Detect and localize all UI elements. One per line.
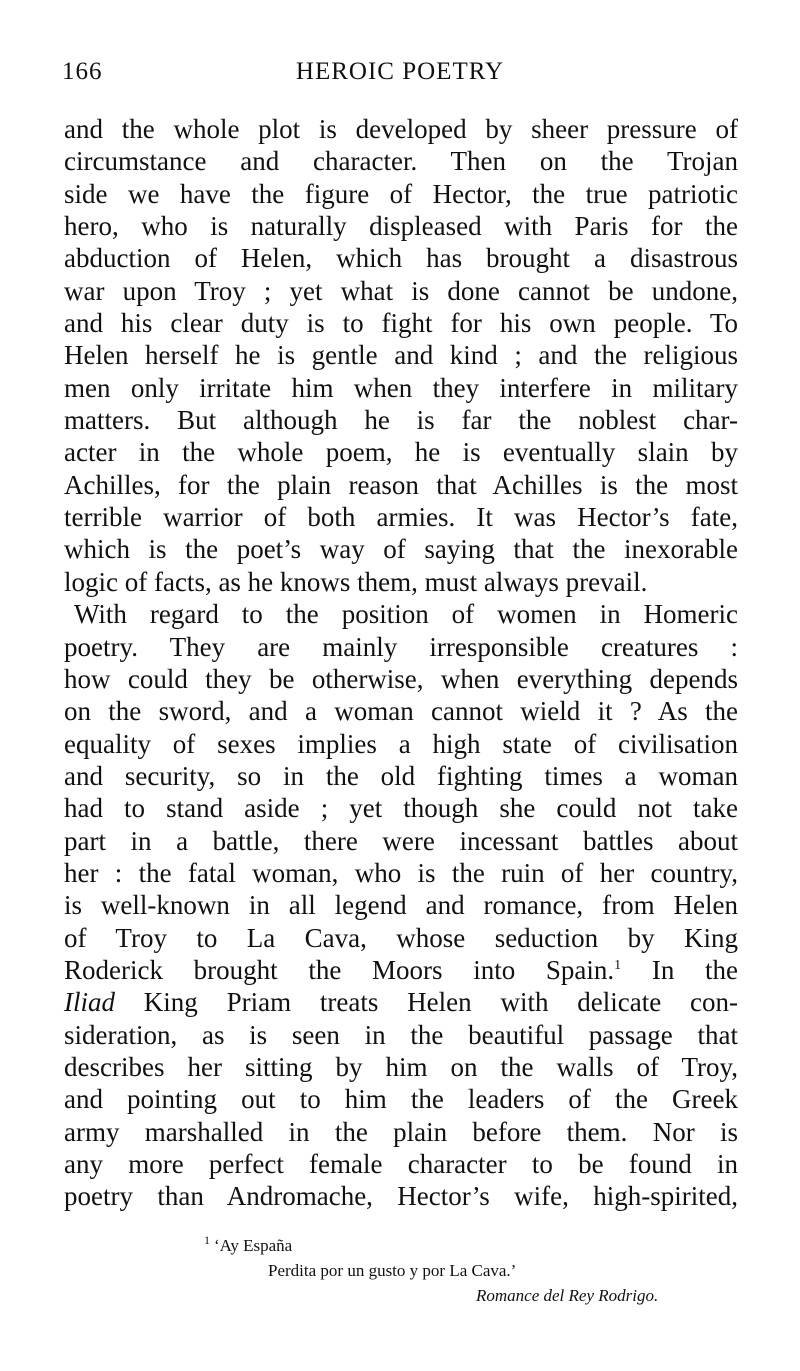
footnote-line-2: Perdita por un gusto y por La Cava.’ <box>268 1261 517 1280</box>
text-line: which is the poet’s way of saying that the inexorable <box>64 534 738 565</box>
footnote-marker: 1 <box>204 1233 210 1248</box>
text-line: poetry than Andromache, Hector’s wife, high-spirited, <box>64 1181 738 1212</box>
text-line: side we have the figure of Hector, the true patriotic <box>64 178 738 209</box>
text-line: Achilles, for the plain reason that Achilles is the most <box>64 469 738 500</box>
footnote-attribution: Romance del Rey Rodrigo. <box>476 1286 659 1305</box>
text-line-with-italic-title <box>64 986 738 1018</box>
page-header <box>62 58 738 92</box>
text-line-with-footnote-ref <box>64 954 738 986</box>
text-line: terrible warrior of both armies. It was Hector’s fate, <box>64 502 738 533</box>
text-line: abduction of Helen, which has brought a disastrous <box>64 243 738 274</box>
text-line: of Troy to La Cava, whose seduction by King <box>64 922 738 953</box>
line-text-tail: In the <box>621 954 738 985</box>
body-text <box>64 113 738 1213</box>
text-line: any more perfect female character to be found in <box>64 1149 738 1179</box>
text-line: and the whole plot is developed by sheer pressure of <box>64 114 738 144</box>
text-line: and security, so in the old fighting times a woman <box>64 760 738 791</box>
text-line: war upon Troy ; yet what is done cannot be undone, <box>64 275 738 306</box>
text-line: acter in the whole poem, he is eventually slain by <box>64 437 738 468</box>
text-line: With regard to the position of women in Homeric <box>74 599 738 630</box>
text-line: part in a battle, there were incessant battles about <box>64 825 738 856</box>
page-number: 166 <box>62 58 103 85</box>
text-line: men only irritate him when they interfere in military <box>64 372 738 403</box>
text-line: and his clear duty is to fight for his own people. To <box>64 308 738 339</box>
running-title: HEROIC POETRY <box>295 58 505 85</box>
italic-title: Iliad <box>64 987 115 1018</box>
text-line: her : the fatal woman, who is the ruin of her country, <box>64 857 738 888</box>
text-line: how could they be otherwise, when everything depends <box>64 663 738 694</box>
footnote-reference: 1 <box>614 957 622 973</box>
line-text: Roderick brought the Moors into Spain. <box>64 954 615 985</box>
footnote-line-1 <box>204 1234 292 1258</box>
text-line: Helen herself he is gentle and kind ; and the religious <box>64 340 738 371</box>
text-line: on the sword, and a woman cannot wield it ? As the <box>64 696 738 727</box>
text-line: had to stand aside ; yet though she could not take <box>64 793 738 824</box>
line-text-rest: King Priam treats Helen with delicate con- <box>115 987 738 1018</box>
text-line: army marshalled in the plain before them. Nor is <box>64 1116 738 1147</box>
text-line: describes her sitting by him on the walls of Troy, <box>64 1051 738 1082</box>
text-line: is well-known in all legend and romance, from Helen <box>64 890 738 921</box>
text-line: hero, who is naturally displeased with Paris for the <box>64 211 738 242</box>
text-line: logic of facts, as he knows them, must always prevail. <box>64 566 648 597</box>
text-line: sideration, as is seen in the beautiful passage that <box>64 1019 738 1050</box>
footnote-text: ‘Ay España <box>214 1236 293 1255</box>
text-line: poetry. They are mainly irresponsible creatures : <box>64 631 738 662</box>
text-line: and pointing out to him the leaders of the Greek <box>64 1084 738 1115</box>
text-line: equality of sexes implies a high state of civilisation <box>64 728 738 759</box>
text-line: circumstance and character. Then on the Trojan <box>64 146 738 177</box>
text-line: matters. But although he is far the noblest char- <box>64 405 738 436</box>
